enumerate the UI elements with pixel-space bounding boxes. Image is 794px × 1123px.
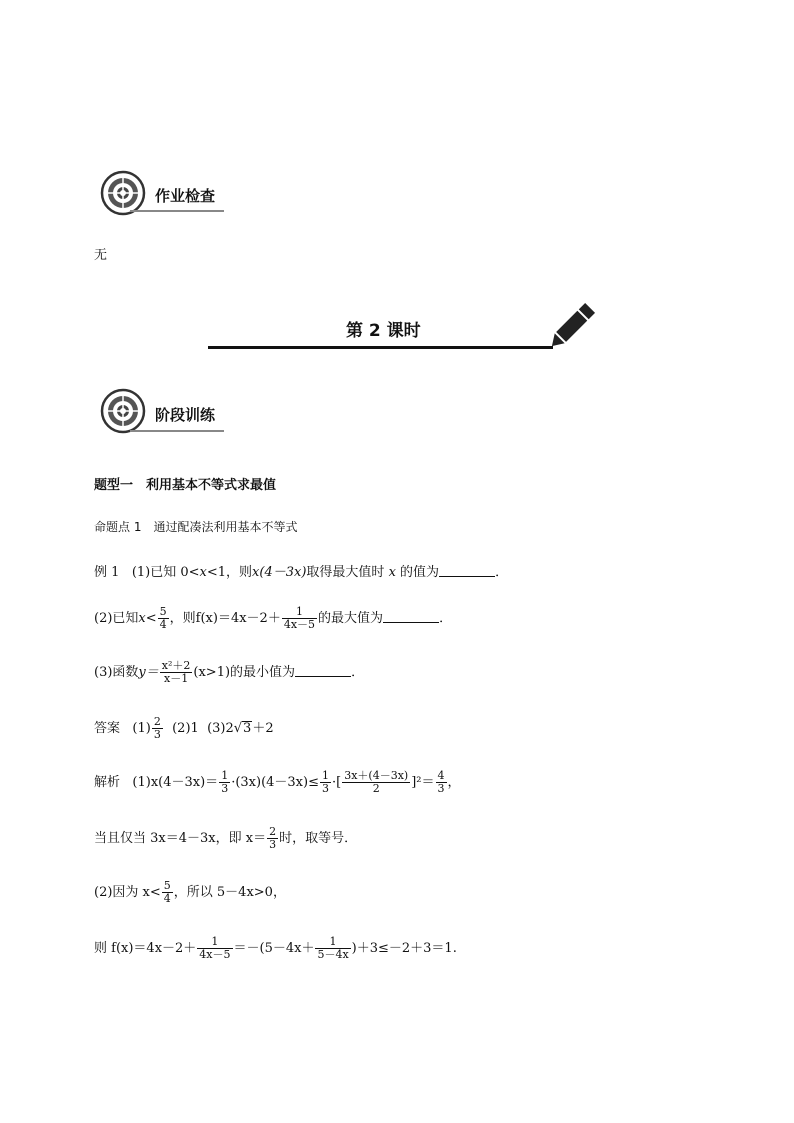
answer-line: 答案 (1) $\frac{2}{3}$ (2)1 (3)2√3＋2 bbox=[94, 715, 274, 741]
fraction: $\frac{1}{4x-5}$ bbox=[283, 605, 316, 631]
fraction: $\frac{\text{x²＋2}}{x-1}$ bbox=[161, 659, 191, 685]
homework-section-header bbox=[100, 170, 230, 216]
analysis-line-3: (2)因为 x< $\frac{5}{4}$ ，所以 5－4x>0， bbox=[94, 879, 286, 905]
example-q2: (2)已知x< $\frac{5}{4}$ ，则f(x)＝4x－2＋ $\frac{1}{4x-5}$ 的最大值为 ． bbox=[94, 605, 453, 631]
answer-label: 答案 bbox=[94, 721, 121, 736]
homework-title: 作业检查 bbox=[155, 187, 216, 205]
example-q1: 例 1 (1)已知 0<x<1，则x(4－3x)取得最大值时 x 的值为 ． bbox=[94, 565, 509, 580]
training-underline bbox=[130, 430, 224, 432]
answer-blank[interactable] bbox=[439, 564, 495, 577]
analysis-line-1: 解析 (1)x(4－3x)＝ $\frac{1}{3}$ ·(3x)(4－3x)≤ $\frac{1}{3}$ ·[ $\frac{3x+(4-3x)}{2}$ ]²＝ $\frac{4}{3}$ ， bbox=[94, 769, 461, 795]
fraction: $\frac{1}{3}$ bbox=[321, 769, 329, 795]
fraction: $\frac{1}{3}$ bbox=[221, 769, 229, 795]
analysis-line-2: 当且仅当 3x＝4－3x，即 x＝ $\frac{2}{3}$ 时，取等号． bbox=[94, 825, 358, 851]
example-label: 例 1 bbox=[94, 565, 120, 580]
fraction: $\frac{3x+(4-3x)}{2}$ bbox=[344, 769, 409, 795]
lesson-underline bbox=[208, 346, 553, 349]
fraction: $\frac{5}{4}$ bbox=[163, 879, 171, 905]
fraction: $\frac{1}{4x-5}$ bbox=[199, 935, 231, 961]
lesson-title: 第 2 课时 bbox=[346, 321, 421, 341]
training-section-header bbox=[100, 388, 230, 434]
fraction: $\frac{2}{3}$ bbox=[269, 825, 277, 851]
homework-body: 无 bbox=[94, 248, 108, 263]
answer-blank[interactable] bbox=[383, 610, 439, 623]
fraction: $\frac{4}{3}$ bbox=[437, 769, 445, 795]
example-q3: (3)函数y＝ $\frac{\text{x²＋2}}{x-1}$ (x>1)的最小值为 ． bbox=[94, 659, 365, 685]
topic-subheading: 命题点 1 通过配凑法利用基本不等式 bbox=[94, 520, 298, 534]
answer-blank[interactable] bbox=[295, 664, 351, 677]
training-title: 阶段训练 bbox=[155, 406, 216, 424]
fraction: $\frac{5}{4}$ bbox=[159, 605, 167, 631]
lesson-banner bbox=[208, 300, 598, 356]
homework-underline bbox=[130, 210, 224, 212]
analysis-label: 解析 bbox=[94, 775, 121, 790]
fraction: $\frac{2}{3}$ bbox=[153, 715, 161, 741]
topic-heading: 题型一 利用基本不等式求最值 bbox=[94, 478, 277, 493]
fraction: $\frac{1}{5-4x}$ bbox=[317, 935, 349, 961]
target-icon bbox=[100, 388, 146, 434]
pencil-icon bbox=[546, 300, 596, 354]
analysis-line-4: 则 f(x)＝4x－2＋ $\frac{1}{4x-5}$ ＝－(5－4x＋ $\frac{1}{5-4x}$ )＋3≤－2＋3＝1. bbox=[94, 935, 457, 961]
